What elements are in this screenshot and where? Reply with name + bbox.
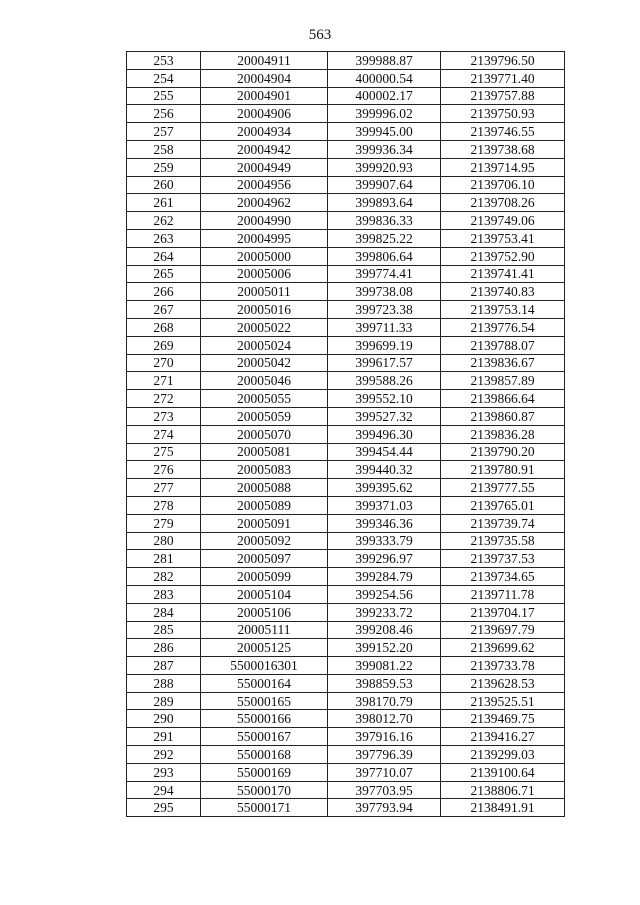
row-number-cell: 253 xyxy=(127,52,201,70)
table-row xyxy=(127,443,565,461)
y-coordinate-cell: 2139740.83 xyxy=(441,283,565,301)
y-coordinate-cell: 2139738.68 xyxy=(441,140,565,158)
point-id-cell: 20005081 xyxy=(201,443,328,461)
point-id-cell: 20005070 xyxy=(201,425,328,443)
y-coordinate-cell: 2139706.10 xyxy=(441,176,565,194)
row-number-cell: 278 xyxy=(127,496,201,514)
point-id-cell: 20004962 xyxy=(201,194,328,212)
x-coordinate-cell: 399254.56 xyxy=(328,585,441,603)
point-id-cell: 55000165 xyxy=(201,692,328,710)
row-number-cell: 262 xyxy=(127,212,201,230)
table-row xyxy=(127,52,565,70)
y-coordinate-cell: 2139704.17 xyxy=(441,603,565,621)
x-coordinate-cell: 399945.00 xyxy=(328,123,441,141)
row-number-cell: 280 xyxy=(127,532,201,550)
row-number-cell: 274 xyxy=(127,425,201,443)
y-coordinate-cell: 2139749.06 xyxy=(441,212,565,230)
x-coordinate-cell: 399208.46 xyxy=(328,621,441,639)
row-number-cell: 289 xyxy=(127,692,201,710)
y-coordinate-cell: 2139753.14 xyxy=(441,301,565,319)
x-coordinate-cell: 398859.53 xyxy=(328,674,441,692)
row-number-cell: 288 xyxy=(127,674,201,692)
point-id-cell: 20005092 xyxy=(201,532,328,550)
table-row xyxy=(127,318,565,336)
point-id-cell: 55000169 xyxy=(201,763,328,781)
y-coordinate-cell: 2139796.50 xyxy=(441,52,565,70)
table-row xyxy=(127,603,565,621)
x-coordinate-cell: 399774.41 xyxy=(328,265,441,283)
table-row xyxy=(127,194,565,212)
y-coordinate-cell: 2139776.54 xyxy=(441,318,565,336)
x-coordinate-cell: 397793.94 xyxy=(328,799,441,817)
point-id-cell: 20005106 xyxy=(201,603,328,621)
point-id-cell: 20004990 xyxy=(201,212,328,230)
row-number-cell: 287 xyxy=(127,657,201,675)
point-id-cell: 55000170 xyxy=(201,781,328,799)
row-number-cell: 264 xyxy=(127,247,201,265)
table-row xyxy=(127,336,565,354)
y-coordinate-cell: 2139741.41 xyxy=(441,265,565,283)
y-coordinate-cell: 2139753.41 xyxy=(441,229,565,247)
table-row xyxy=(127,781,565,799)
x-coordinate-cell: 399836.33 xyxy=(328,212,441,230)
row-number-cell: 273 xyxy=(127,407,201,425)
point-id-cell: 20004934 xyxy=(201,123,328,141)
x-coordinate-cell: 399454.44 xyxy=(328,443,441,461)
point-id-cell: 20004942 xyxy=(201,140,328,158)
y-coordinate-cell: 2139752.90 xyxy=(441,247,565,265)
row-number-cell: 254 xyxy=(127,69,201,87)
y-coordinate-cell: 2139734.65 xyxy=(441,568,565,586)
y-coordinate-cell: 2139750.93 xyxy=(441,105,565,123)
x-coordinate-cell: 397796.39 xyxy=(328,746,441,764)
row-number-cell: 293 xyxy=(127,763,201,781)
y-coordinate-cell: 2139765.01 xyxy=(441,496,565,514)
x-coordinate-cell: 399988.87 xyxy=(328,52,441,70)
table-row xyxy=(127,301,565,319)
y-coordinate-cell: 2139733.78 xyxy=(441,657,565,675)
table-row xyxy=(127,746,565,764)
point-id-cell: 55000167 xyxy=(201,728,328,746)
x-coordinate-cell: 399152.20 xyxy=(328,639,441,657)
x-coordinate-cell: 399907.64 xyxy=(328,176,441,194)
row-number-cell: 279 xyxy=(127,514,201,532)
table-row xyxy=(127,247,565,265)
row-number-cell: 266 xyxy=(127,283,201,301)
y-coordinate-cell: 2139416.27 xyxy=(441,728,565,746)
table-row xyxy=(127,532,565,550)
point-id-cell: 20005024 xyxy=(201,336,328,354)
point-id-cell: 20005099 xyxy=(201,568,328,586)
point-id-cell: 20005046 xyxy=(201,372,328,390)
y-coordinate-cell: 2139469.75 xyxy=(441,710,565,728)
y-coordinate-cell: 2139714.95 xyxy=(441,158,565,176)
row-number-cell: 284 xyxy=(127,603,201,621)
y-coordinate-cell: 2139739.74 xyxy=(441,514,565,532)
row-number-cell: 285 xyxy=(127,621,201,639)
x-coordinate-cell: 400000.54 xyxy=(328,69,441,87)
point-id-cell: 20005125 xyxy=(201,639,328,657)
x-coordinate-cell: 399699.19 xyxy=(328,336,441,354)
x-coordinate-cell: 399371.03 xyxy=(328,496,441,514)
y-coordinate-cell: 2139866.64 xyxy=(441,390,565,408)
y-coordinate-cell: 2139860.87 xyxy=(441,407,565,425)
x-coordinate-cell: 399588.26 xyxy=(328,372,441,390)
point-id-cell: 20004906 xyxy=(201,105,328,123)
row-number-cell: 268 xyxy=(127,318,201,336)
page-number: 563 xyxy=(308,27,332,43)
y-coordinate-cell: 2139780.91 xyxy=(441,461,565,479)
y-coordinate-cell: 2139628.53 xyxy=(441,674,565,692)
row-number-cell: 272 xyxy=(127,390,201,408)
y-coordinate-cell: 2139771.40 xyxy=(441,69,565,87)
table-row xyxy=(127,354,565,372)
x-coordinate-cell: 399284.79 xyxy=(328,568,441,586)
point-id-cell: 20005022 xyxy=(201,318,328,336)
row-number-cell: 282 xyxy=(127,568,201,586)
point-id-cell: 20005104 xyxy=(201,585,328,603)
row-number-cell: 286 xyxy=(127,639,201,657)
y-coordinate-cell: 2139525.51 xyxy=(441,692,565,710)
row-number-cell: 269 xyxy=(127,336,201,354)
table-row xyxy=(127,639,565,657)
table-row xyxy=(127,105,565,123)
x-coordinate-cell: 397710.07 xyxy=(328,763,441,781)
table-row xyxy=(127,425,565,443)
table-row xyxy=(127,710,565,728)
point-id-cell: 55000171 xyxy=(201,799,328,817)
x-coordinate-cell: 399738.08 xyxy=(328,283,441,301)
point-id-cell: 20005016 xyxy=(201,301,328,319)
table-row xyxy=(127,799,565,817)
y-coordinate-cell: 2138491.91 xyxy=(441,799,565,817)
table-row xyxy=(127,568,565,586)
table-row xyxy=(127,212,565,230)
table-row xyxy=(127,87,565,105)
x-coordinate-cell: 398170.79 xyxy=(328,692,441,710)
y-coordinate-cell: 2139790.20 xyxy=(441,443,565,461)
x-coordinate-cell: 398012.70 xyxy=(328,710,441,728)
point-id-cell: 20005091 xyxy=(201,514,328,532)
table-row xyxy=(127,728,565,746)
x-coordinate-cell: 397916.16 xyxy=(328,728,441,746)
x-coordinate-cell: 399723.38 xyxy=(328,301,441,319)
y-coordinate-cell: 2139100.64 xyxy=(441,763,565,781)
row-number-cell: 257 xyxy=(127,123,201,141)
row-number-cell: 283 xyxy=(127,585,201,603)
x-coordinate-cell: 399395.62 xyxy=(328,479,441,497)
table-row xyxy=(127,158,565,176)
point-id-cell: 20005097 xyxy=(201,550,328,568)
point-id-cell: 55000166 xyxy=(201,710,328,728)
point-id-cell: 20005059 xyxy=(201,407,328,425)
x-coordinate-cell: 399893.64 xyxy=(328,194,441,212)
table-row xyxy=(127,479,565,497)
row-number-cell: 292 xyxy=(127,746,201,764)
table-row xyxy=(127,621,565,639)
row-number-cell: 255 xyxy=(127,87,201,105)
table-row xyxy=(127,496,565,514)
table-row xyxy=(127,390,565,408)
y-coordinate-cell: 2139735.58 xyxy=(441,532,565,550)
point-id-cell: 20005006 xyxy=(201,265,328,283)
point-id-cell: 20005089 xyxy=(201,496,328,514)
x-coordinate-cell: 399617.57 xyxy=(328,354,441,372)
y-coordinate-cell: 2139711.78 xyxy=(441,585,565,603)
x-coordinate-cell: 400002.17 xyxy=(328,87,441,105)
y-coordinate-cell: 2139697.79 xyxy=(441,621,565,639)
row-number-cell: 294 xyxy=(127,781,201,799)
y-coordinate-cell: 2139836.67 xyxy=(441,354,565,372)
point-id-cell: 20004949 xyxy=(201,158,328,176)
table-body xyxy=(127,52,565,817)
y-coordinate-cell: 2139699.62 xyxy=(441,639,565,657)
point-id-cell: 55000168 xyxy=(201,746,328,764)
y-coordinate-cell: 2139299.03 xyxy=(441,746,565,764)
y-coordinate-cell: 2139737.53 xyxy=(441,550,565,568)
row-number-cell: 258 xyxy=(127,140,201,158)
table-row xyxy=(127,372,565,390)
row-number-cell: 275 xyxy=(127,443,201,461)
x-coordinate-cell: 399527.32 xyxy=(328,407,441,425)
row-number-cell: 295 xyxy=(127,799,201,817)
table-row xyxy=(127,123,565,141)
point-id-cell: 20004904 xyxy=(201,69,328,87)
x-coordinate-cell: 399552.10 xyxy=(328,390,441,408)
x-coordinate-cell: 399440.32 xyxy=(328,461,441,479)
y-coordinate-cell: 2139777.55 xyxy=(441,479,565,497)
y-coordinate-cell: 2138806.71 xyxy=(441,781,565,799)
table-row xyxy=(127,514,565,532)
x-coordinate-cell: 399996.02 xyxy=(328,105,441,123)
y-coordinate-cell: 2139857.89 xyxy=(441,372,565,390)
y-coordinate-cell: 2139746.55 xyxy=(441,123,565,141)
x-coordinate-cell: 399296.97 xyxy=(328,550,441,568)
row-number-cell: 270 xyxy=(127,354,201,372)
coordinate-table xyxy=(126,51,565,817)
row-number-cell: 263 xyxy=(127,229,201,247)
table-row xyxy=(127,763,565,781)
x-coordinate-cell: 399496.30 xyxy=(328,425,441,443)
point-id-cell: 20005042 xyxy=(201,354,328,372)
table-row xyxy=(127,585,565,603)
table-row xyxy=(127,550,565,568)
row-number-cell: 290 xyxy=(127,710,201,728)
row-number-cell: 291 xyxy=(127,728,201,746)
table-row xyxy=(127,407,565,425)
y-coordinate-cell: 2139788.07 xyxy=(441,336,565,354)
row-number-cell: 261 xyxy=(127,194,201,212)
row-number-cell: 267 xyxy=(127,301,201,319)
row-number-cell: 281 xyxy=(127,550,201,568)
table-row xyxy=(127,140,565,158)
y-coordinate-cell: 2139757.88 xyxy=(441,87,565,105)
row-number-cell: 260 xyxy=(127,176,201,194)
table-row xyxy=(127,69,565,87)
point-id-cell: 20004911 xyxy=(201,52,328,70)
table-row xyxy=(127,461,565,479)
x-coordinate-cell: 399936.34 xyxy=(328,140,441,158)
x-coordinate-cell: 399806.64 xyxy=(328,247,441,265)
point-id-cell: 20005011 xyxy=(201,283,328,301)
point-id-cell: 20005088 xyxy=(201,479,328,497)
x-coordinate-cell: 399711.33 xyxy=(328,318,441,336)
table-row xyxy=(127,692,565,710)
point-id-cell: 20004901 xyxy=(201,87,328,105)
table-row xyxy=(127,674,565,692)
table-row xyxy=(127,176,565,194)
row-number-cell: 276 xyxy=(127,461,201,479)
table-row xyxy=(127,229,565,247)
x-coordinate-cell: 399920.93 xyxy=(328,158,441,176)
point-id-cell: 20005083 xyxy=(201,461,328,479)
point-id-cell: 55000164 xyxy=(201,674,328,692)
table-row xyxy=(127,283,565,301)
x-coordinate-cell: 399081.22 xyxy=(328,657,441,675)
row-number-cell: 271 xyxy=(127,372,201,390)
row-number-cell: 277 xyxy=(127,479,201,497)
point-id-cell: 20005000 xyxy=(201,247,328,265)
row-number-cell: 265 xyxy=(127,265,201,283)
point-id-cell: 20005055 xyxy=(201,390,328,408)
point-id-cell: 20004995 xyxy=(201,229,328,247)
point-id-cell: 20005111 xyxy=(201,621,328,639)
table-row xyxy=(127,657,565,675)
x-coordinate-cell: 399346.36 xyxy=(328,514,441,532)
x-coordinate-cell: 399333.79 xyxy=(328,532,441,550)
y-coordinate-cell: 2139836.28 xyxy=(441,425,565,443)
point-id-cell: 20004956 xyxy=(201,176,328,194)
row-number-cell: 259 xyxy=(127,158,201,176)
table-row xyxy=(127,265,565,283)
x-coordinate-cell: 397703.95 xyxy=(328,781,441,799)
y-coordinate-cell: 2139708.26 xyxy=(441,194,565,212)
row-number-cell: 256 xyxy=(127,105,201,123)
point-id-cell: 5500016301 xyxy=(201,657,328,675)
x-coordinate-cell: 399825.22 xyxy=(328,229,441,247)
x-coordinate-cell: 399233.72 xyxy=(328,603,441,621)
